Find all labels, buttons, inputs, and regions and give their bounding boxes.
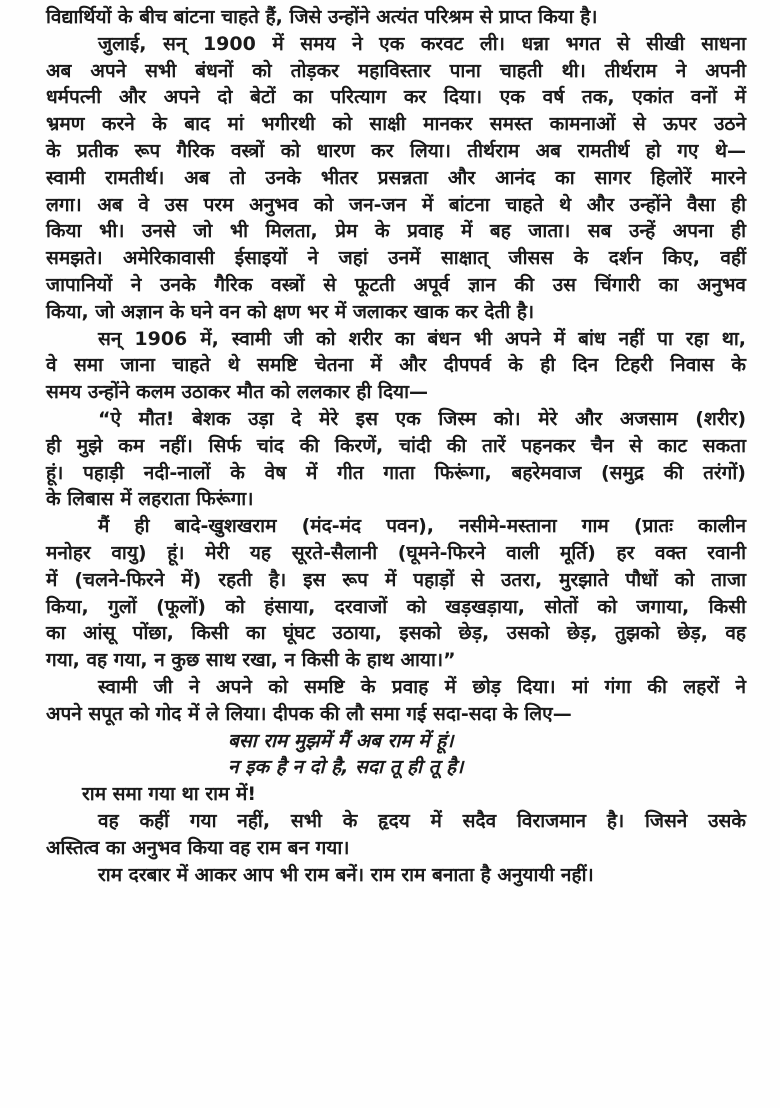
text-line: जापानियों ने उनके गैरिक वस्त्रों से फूटती अपूर्व ज्ञान की उस चिंगारी का अनुभव bbox=[46, 273, 746, 296]
text-line: समझते। अमेरिकावासी ईसाइयों ने जहां उनमें साक्षात् जीसस के दर्शन किए, वहीं bbox=[46, 247, 746, 270]
text-line: ही मुझे कम नहीं। सिर्फ चांद की किरणें, चांदी की तारें पहनकर चैन से काट सकता bbox=[46, 434, 746, 457]
final-line: राम दरबार में आकर आप भी राम बनें। राम राम बनाता है अनुयायी नहीं। bbox=[98, 863, 594, 886]
text-line: अस्तित्व का अनुभव किया वह राम बन गया। bbox=[46, 836, 350, 859]
paragraph-start-line: स्वामी जी ने अपने को समष्टि के प्रवाह में छोड़ दिया। मां गंगा की लहरों ने bbox=[98, 675, 746, 698]
paragraph-start-line: सन् 1906 में, स्वामी जी को शरीर का बंधन भी अपने में बांध नहीं पा रहा था, bbox=[98, 327, 746, 350]
text-line: अब अपने सभी बंधनों को तोड़कर महाविस्तार पाना चाहती थी। तीर्थराम ने अपनी bbox=[46, 59, 746, 82]
paragraph-start-line: जुलाई, सन् 1900 में समय ने एक करवट ली। धन्ना भगत से सीखी साधना bbox=[98, 32, 746, 55]
text-line: समय उन्होंने कलम उठाकर मौत को ललकार ही दिया— bbox=[46, 381, 428, 404]
text-line: भ्रमण करने के बाद मां भगीरथी को साक्षी मानकर समस्त कामनाओं से ऊपर उठने bbox=[46, 113, 746, 136]
text-line: के लिबास में लहराता फिरूंगा। bbox=[46, 488, 254, 511]
verse-line: न इक है न दो है, सदा तू ही तू है। bbox=[228, 756, 464, 779]
text-line: स्वामी रामतीर्थ। अब तो उनके भीतर प्रसन्नता और आनंद का सागर हिलोरें मारने bbox=[46, 166, 746, 189]
text-line: किया, जो अज्ञान के घने वन को क्षण भर में जलाकर खाक कर देती है। bbox=[46, 300, 535, 323]
text-line: धर्मपत्नी और अपने दो बेटों का परित्याग कर दिया। एक वर्ष तक, एकांत वनों में bbox=[46, 86, 746, 109]
closing-exclamation: राम समा गया था राम में! bbox=[82, 783, 257, 806]
text-line: किया, गुलों (फूलों) को हंसाया, दरवाजों को खड़खड़ाया, सोतों को जगाया, किसी bbox=[46, 595, 746, 618]
text-line: विद्यार्थियों के बीच बांटना चाहते हैं, जिसे उन्होंने अत्यंत परिश्रम से प्राप्त किया है। bbox=[46, 6, 598, 28]
text-line: का आंसू पोंछा, किसी का घूंघट उठाया, इसको छेड़, उसको छेड़, तुझको छेड़, वह bbox=[46, 622, 746, 645]
text-line: में (चलने-फिरने में) रहती है। इस रूप में पहाड़ों से उतरा, मुरझाते पौधों को ताजा bbox=[46, 568, 746, 591]
text-line: के प्रतीक रूप गैरिक वस्त्रों को धारण कर लिया। तीर्थराम अब रामतीर्थ हो गए थे— bbox=[46, 139, 746, 162]
text-line: गया, वह गया, न कुछ साथ रखा, न किसी के हाथ आया।” bbox=[46, 649, 456, 672]
paragraph-start-line: वह कहीं गया नहीं, सभी के हृदय में सदैव विराजमान है। जिसने उसके bbox=[98, 809, 746, 832]
page-body-text bbox=[46, 4, 746, 888]
text-line: अपने सपूत को गोद में ले लिया। दीपक की लौ समा गई सदा-सदा के लिए— bbox=[46, 702, 572, 725]
text-line: मनोहर वायु) हूं। मेरी यह सूरते-सैलानी (घूमने-फिरने वाली मूर्ति) हर वक्त रवानी bbox=[46, 541, 746, 564]
text-line: किया भी। उनसे जो भी मिलता, प्रेम के प्रवाह में बह जाता। सब उन्हें अपना ही bbox=[46, 220, 746, 243]
verse-line: बसा राम मुझमें मैं अब राम में हूं। bbox=[228, 729, 454, 752]
text-line: वे समा जाना चाहते थे समष्टि चेतना में और दीपपर्व के ही दिन टिहरी निवास के bbox=[46, 354, 746, 377]
text-line: लगा। अब वे उस परम अनुभव को जन-जन में बांटना चाहते थे और उन्होंने वैसा ही bbox=[46, 193, 746, 216]
quote-start-line: “ऐ मौत! बेशक उड़ा दे मेरे इस एक जिस्म को। मेरे और अजसाम (शरीर) bbox=[98, 407, 746, 430]
paragraph-start-line: मैं ही बादे-खुशखराम (मंद-मंद पवन), नसीमे-मस्ताना गाम (प्रातः कालीन bbox=[98, 515, 746, 538]
text-line: हूं। पहाड़ी नदी-नालों के वेष में गीत गाता फिरूंगा, बहरेमवाज (समुद्र की तरंगों) bbox=[46, 461, 746, 484]
